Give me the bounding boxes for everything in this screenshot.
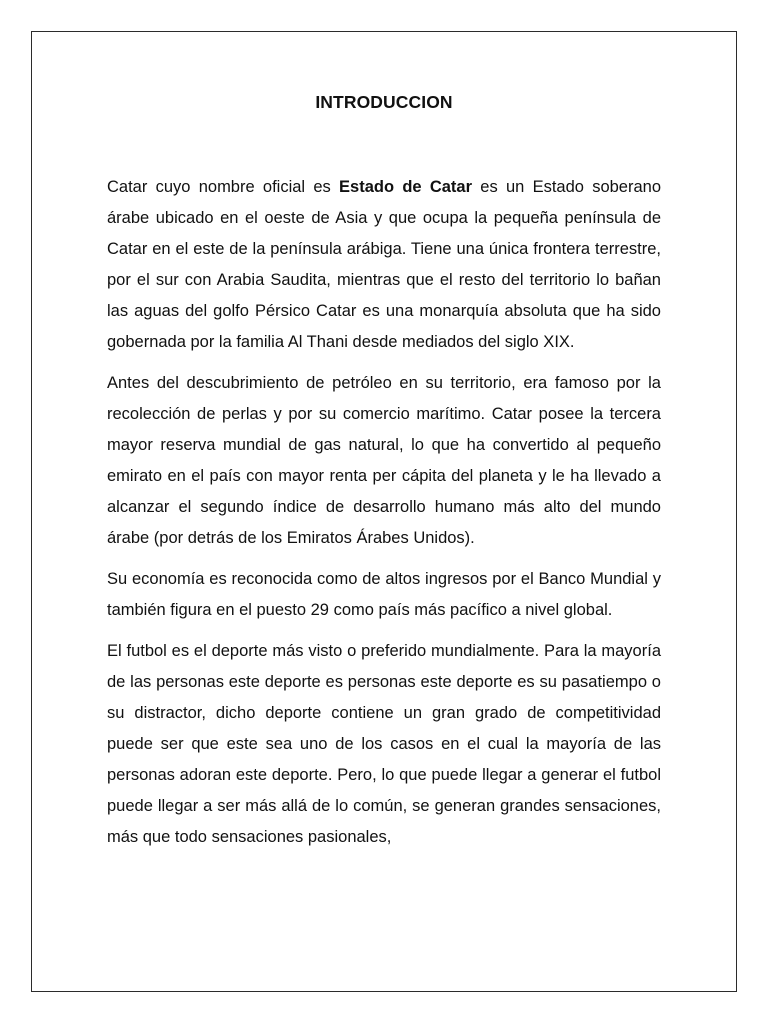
paragraph-3: Su economía es reconocida como de altos ingresos por el Banco Mundial y también figura en el puesto 29 como país más pacífico a nivel global. <box>107 570 661 619</box>
paragraph-1 <box>107 172 661 358</box>
paragraph-1-bold-term: Estado de Catar <box>339 178 473 196</box>
document-body <box>107 172 661 863</box>
paragraph-1-text-start: Catar cuyo nombre oficial es <box>107 178 340 196</box>
paragraph-4: El futbol es el deporte más visto o preferido mundialmente. Para la mayoría de las personas este deporte es personas este deporte es su pasatiempo o su distractor, dicho deporte contiene un gran grado de competitividad puede ser que este sea uno de los casos en el cual la mayoría de las personas adoran este deporte. Pero, lo que puede llegar a generar el futbol puede llegar a ser más allá de lo común, se generan grandes sensaciones, más que todo sensaciones pasionales, <box>107 642 661 846</box>
paragraph-2: Antes del descubrimiento de petróleo en su territorio, era famoso por la recolección de perlas y por su comercio marítimo. Catar posee la tercera mayor reserva mundial de gas natural, lo que ha convertido al pequeño emirato en el país con mayor renta per cápita del planeta y le ha llevado a alcanzar el segundo índice de desarrollo humano más alto del mundo árabe (por detrás de los Emiratos Árabes Unidos). <box>107 374 661 547</box>
paragraph-1-text-end: es un Estado soberano árabe ubicado en el oeste de Asia y que ocupa la pequeña península de Catar en el este de la península arábiga. Tiene una única frontera terrestre, por el sur con Arabia Saudita, mientras que el resto del territorio lo bañan las aguas del golfo Pérsico Catar es una monarquía absoluta que ha sido gobernada por la familia Al Thani desde mediados del siglo XIX. <box>107 178 661 351</box>
document-title: INTRODUCCION <box>315 92 453 112</box>
